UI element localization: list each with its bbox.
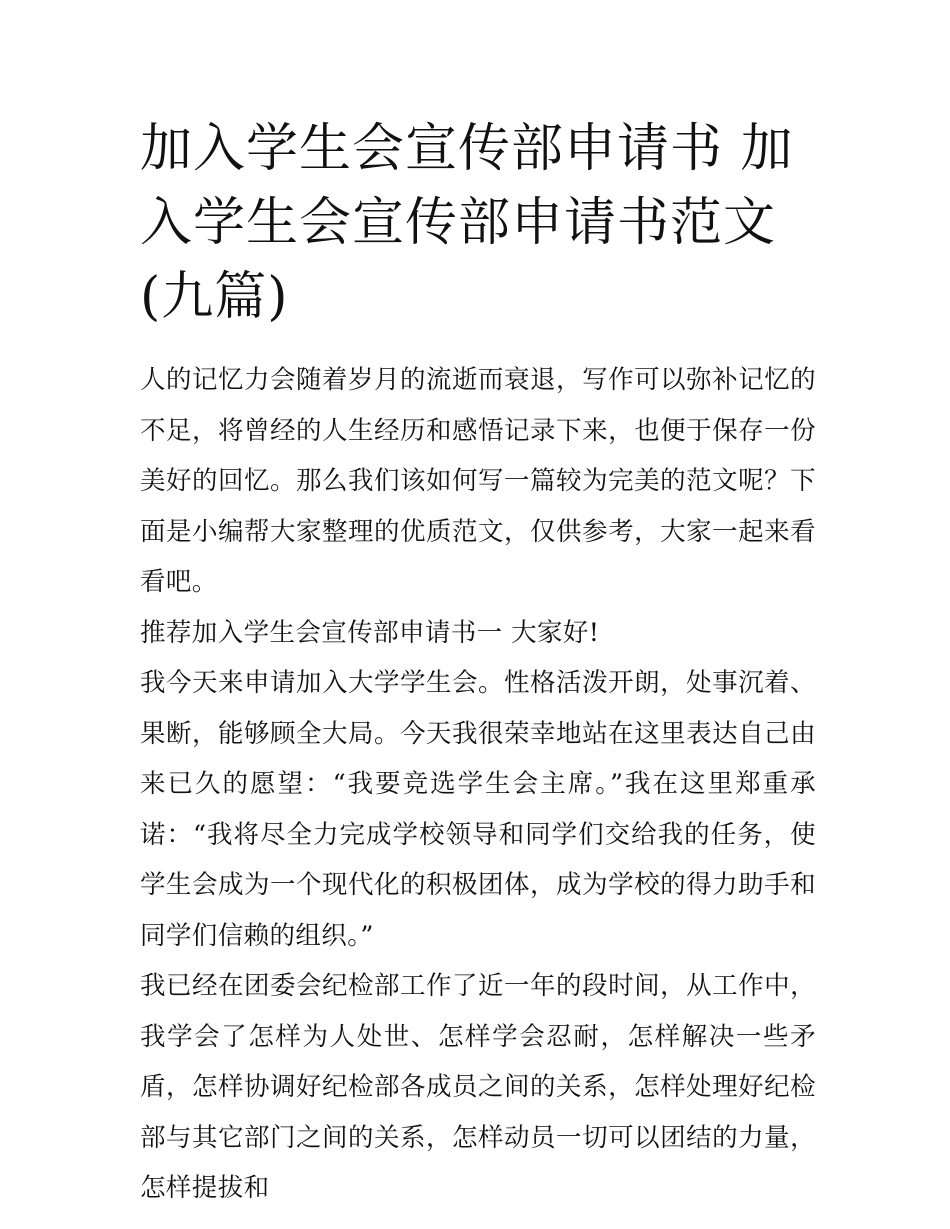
- paragraph-intro: 人的记忆力会随着岁月的流逝而衰退，写作可以弥补记忆的不足，将曾经的人生经历和感悟记录下来，也便于保存一份美好的回忆。那么我们该如何写一篇较为完美的范文呢？下面是小编帮大家整理的优质范文，仅供参考，大家一起来看看吧。: [140, 365, 816, 597]
- paragraph-application: 我今天来申请加入大学学生会。性格活泼开朗，处事沉着、果断，能够顾全大局。今天我很荣幸地站在这里表达自己由来已久的愿望：“我要竞选学生会主席。”我在这里郑重承诺：“我将尽全力完成学校领导和同学们交给我的任务，使学生会成为一个现代化的积极团体，成为学校的得力助手和同学们信赖的组织。”: [140, 668, 816, 951]
- document-body: [140, 355, 816, 1214]
- paragraph-heading-one: 推荐加入学生会宣传部申请书一 大家好!: [140, 617, 600, 648]
- document-title: 加入学生会宣传部申请书 加入学生会宣传部申请书范文(九篇): [140, 119, 794, 327]
- paragraph-experience: 我已经在团委会纪检部工作了近一年的段时间，从工作中，我学会了怎样为人处世、怎样学会忍耐，怎样解决一些矛盾，怎样协调好纪检部各成员之间的关系，怎样处理好纪检部与其它部门之间的关系，怎样动员一切可以团结的力量，怎样提拔和: [140, 971, 816, 1203]
